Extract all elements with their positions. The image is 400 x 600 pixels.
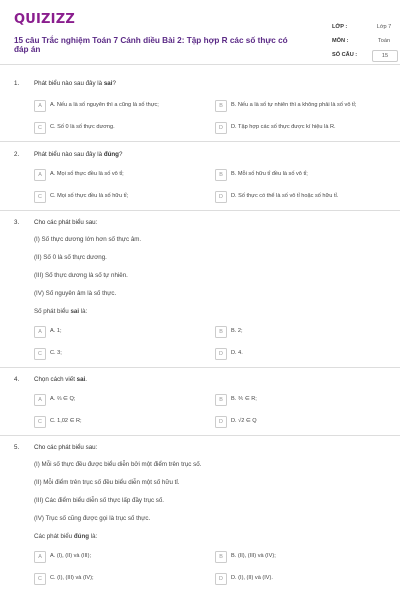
option-letter: B [215, 551, 227, 563]
option-text: B. 2; [231, 328, 243, 334]
option-letter: C [34, 348, 46, 360]
option-text: D. 4. [231, 350, 243, 356]
question-text: Cho các phát biểu sau: [34, 219, 98, 226]
option-letter: B [215, 326, 227, 338]
option-letter: A [34, 100, 46, 112]
option-letter: B [215, 100, 227, 112]
option-text: C. 1,02 ∈ R; [50, 418, 82, 424]
option-text: C. Số 0 là số thực dương. [50, 124, 115, 130]
question-number: 3. [14, 219, 20, 226]
question-divider [0, 210, 400, 211]
option-letter: A [34, 326, 46, 338]
quizizz-logo[interactable]: QUIZIZZ [14, 12, 75, 27]
question-prompt: Số phát biểu sai là: [34, 308, 88, 315]
statement: (II) Số 0 là số thực dương. [34, 254, 107, 261]
worksheet-meta [332, 22, 392, 64]
statement: (IV) Trục số cũng được gọi là trục số thực. [34, 515, 151, 522]
option-text: A. Nếu a là số nguyên thì a cũng là số thực; [50, 102, 159, 108]
option-letter: B [215, 169, 227, 181]
worksheet-title: 15 câu Trắc nghiệm Toán 7 Cánh diều Bài 2: Tập hợp R các số thực có đáp án [14, 36, 288, 54]
option-text: D. √2 ∈ Q [231, 418, 257, 424]
option-letter: D [215, 191, 227, 203]
statement: (I) Mỗi số thực đều được biểu diễn bởi một điểm trên trục số. [34, 461, 202, 468]
statement: (II) Mỗi điểm trên trục số đều biểu diễn một số hữu tỉ. [34, 479, 180, 486]
meta-label: SỐ CÂU : [332, 52, 358, 58]
option-letter: C [34, 122, 46, 134]
meta-label: LỚP : [332, 24, 348, 30]
option-text: C. 3; [50, 350, 62, 356]
option-text: C. (I), (III) và (IV); [50, 575, 94, 581]
question-text: Chọn cách viết sai. [34, 376, 87, 383]
question-divider [0, 141, 400, 142]
option-letter: D [215, 122, 227, 134]
statement: (III) Các điểm biểu diễn số thực lấp đầy trục số. [34, 497, 165, 504]
meta-label: MÔN : [332, 38, 349, 44]
option-letter: B [215, 394, 227, 406]
option-text: D. (I), (II) và (IV). [231, 575, 273, 581]
option-letter: A [34, 394, 46, 406]
question-text: Phát biểu nào sau đây là sai? [34, 80, 116, 87]
question-prompt: Các phát biểu đúng là: [34, 533, 98, 540]
option-letter: D [215, 348, 227, 360]
option-text: D. Số thực có thể là số vô tỉ hoặc số hữu tỉ. [231, 193, 339, 199]
option-text: A. ⅔ ∈ Q; [50, 396, 76, 402]
meta-value: Toán [377, 38, 391, 44]
option-text: A. Mọi số thực đều là số vô tỉ; [50, 171, 124, 177]
option-text: A. (I), (II) và (III); [50, 553, 92, 559]
option-letter: A [34, 169, 46, 181]
question-text: Cho các phát biểu sau: [34, 444, 98, 451]
statement: (III) Số thực dương là số tự nhiên. [34, 272, 128, 279]
question-number: 5. [14, 444, 20, 451]
meta-subject [332, 36, 392, 50]
option-text: B. Nếu a là số tự nhiên thì a không phải là số vô tỉ; [231, 102, 357, 108]
meta-value: Lớp 7 [376, 24, 392, 30]
option-text: A. 1; [50, 328, 62, 334]
question-number: 4. [14, 376, 20, 383]
meta-class [332, 22, 392, 36]
option-text: B. ⅗ ∈ R; [231, 396, 257, 402]
option-text: C. Mọi số thực đều là số hữu tỉ; [50, 193, 129, 199]
question-text: Phát biểu nào sau đây là đúng? [34, 151, 123, 158]
option-letter: D [215, 416, 227, 428]
question-divider [0, 367, 400, 368]
option-text: D. Tập hợp các số thực được kí hiệu là R. [231, 124, 336, 130]
option-text: B. (II), (III) và (IV); [231, 553, 276, 559]
meta-value: 15 [372, 50, 398, 62]
header-divider [0, 64, 400, 65]
option-letter: D [215, 573, 227, 585]
option-letter: C [34, 191, 46, 203]
question-number: 2. [14, 151, 20, 158]
option-letter: C [34, 416, 46, 428]
option-letter: C [34, 573, 46, 585]
option-text: B. Mỗi số hữu tỉ đều là số vô tỉ; [231, 171, 308, 177]
question-number: 1. [14, 80, 20, 87]
statement: (I) Số thực dương lớn hơn số thực âm. [34, 236, 142, 243]
option-letter: A [34, 551, 46, 563]
question-divider [0, 435, 400, 436]
statement: (IV) Số nguyên âm là số thực. [34, 290, 117, 297]
meta-count [332, 50, 392, 64]
